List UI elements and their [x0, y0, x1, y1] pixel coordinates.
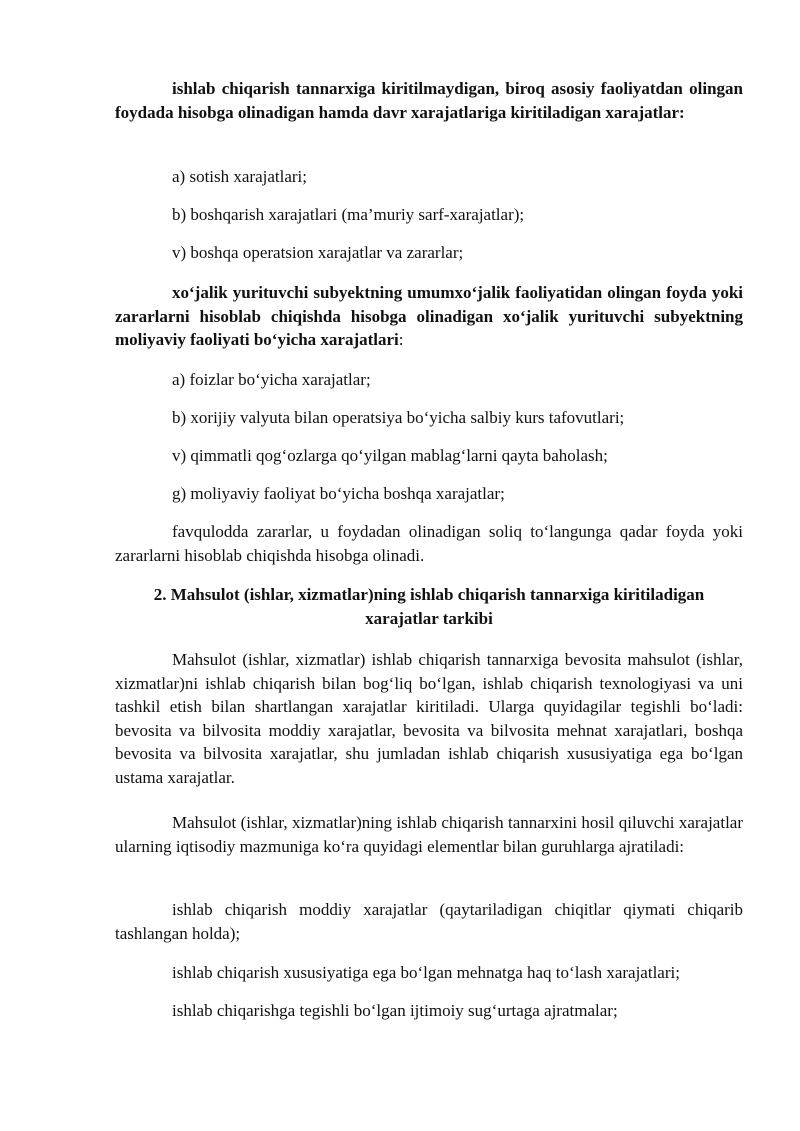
section1-heading: ishlab chiqarish tannarxiga kiritilmaydigan, biroq asosiy faoliyatdan olingan foydada hisobga olinadigan hamda davr xarajatlariga kiritiladigan xarajatlar: [115, 79, 743, 122]
paragraph-element-3: ishlab chiqarishga tegishli bo‘lgan ijtimoiy sug‘urtaga ajratmalar; [172, 1001, 618, 1020]
paragraph-extraordinary-losses: favqulodda zararlar, u foydadan olinadigan soliq to‘langunga qadar foyda yoki zararlarni hisoblab chiqishda hisobga olinadi. [115, 522, 743, 565]
paragraph-element-2: ishlab chiqarish xususiyatiga ega bo‘lgan mehnatga haq to‘lash xarajatlari; [172, 963, 680, 982]
section2-heading-suffix: : [398, 330, 404, 349]
section2-heading [115, 281, 743, 352]
paragraph-body-1: Mahsulot (ishlar, xizmatlar) ishlab chiqarish tannarxiga bevosita mahsulot (ishlar, xizmatlar)ni ishlab chiqarish bilan bog‘liq bo‘lgan, ishlab chiqarish texnologiyasi va uni tashkil etish bilan shartlangan xarajatlar kiritiladi. Ularga quyidagilar tegishli bo‘ladi: bevosita va bilvosita moddiy xarajatlar, bevosita va bilvosita mehnat xarajatlari, boshqa bevosita va bilvosita xarajatlar, shu jumladan ishlab chiqarish xususiyatiga ega bo‘lgan ustama xarajatlar. [115, 650, 743, 787]
section2-heading-text: xo‘jalik yurituvchi subyektning umumxo‘jalik faoliyatidan olingan foyda yoki zararlarni hisoblab chiqishda hisobga olinadigan xo‘jalik yurituvchi subyektning moliyaviy faoliyati bo‘yicha xarajatlari [115, 283, 743, 349]
list-item: v) qimmatli qog‘ozlarga qo‘yilgan mablag‘larni qayta baholash; [172, 446, 608, 465]
list-item: a) sotish xarajatlari; [172, 167, 308, 186]
paragraph-body-2: Mahsulot (ishlar, xizmatlar)ning ishlab chiqarish tannarxini hosil qiluvchi xarajatlar ularning iqtisodiy mazmuniga ko‘ra quyidagi elementlar bilan guruhlarga ajratiladi: [115, 813, 743, 856]
list-item: a) foizlar bo‘yicha xarajatlar; [172, 370, 371, 389]
list-item: b) boshqarish xarajatlari (ma’muriy sarf-xarajatlar); [172, 205, 525, 224]
paragraph-element-1: ishlab chiqarish moddiy xarajatlar (qaytariladigan chiqitlar qiymati chiqarib tashlangan holda); [115, 900, 743, 943]
list-item: b) xorijiy valyuta bilan operatsiya bo‘yicha salbiy kurs tafovutlari; [172, 408, 625, 427]
chapter-heading-line2: xarajatlar tarkibi [365, 609, 493, 628]
chapter-heading-line1: 2. Mahsulot (ishlar, xizmatlar)ning ishlab chiqarish tannarxiga kiritiladigan [153, 585, 705, 604]
list-item: v) boshqa operatsion xarajatlar va zararlar; [172, 243, 464, 262]
list-item: g) moliyaviy faoliyat bo‘yicha boshqa xarajatlar; [172, 484, 505, 503]
